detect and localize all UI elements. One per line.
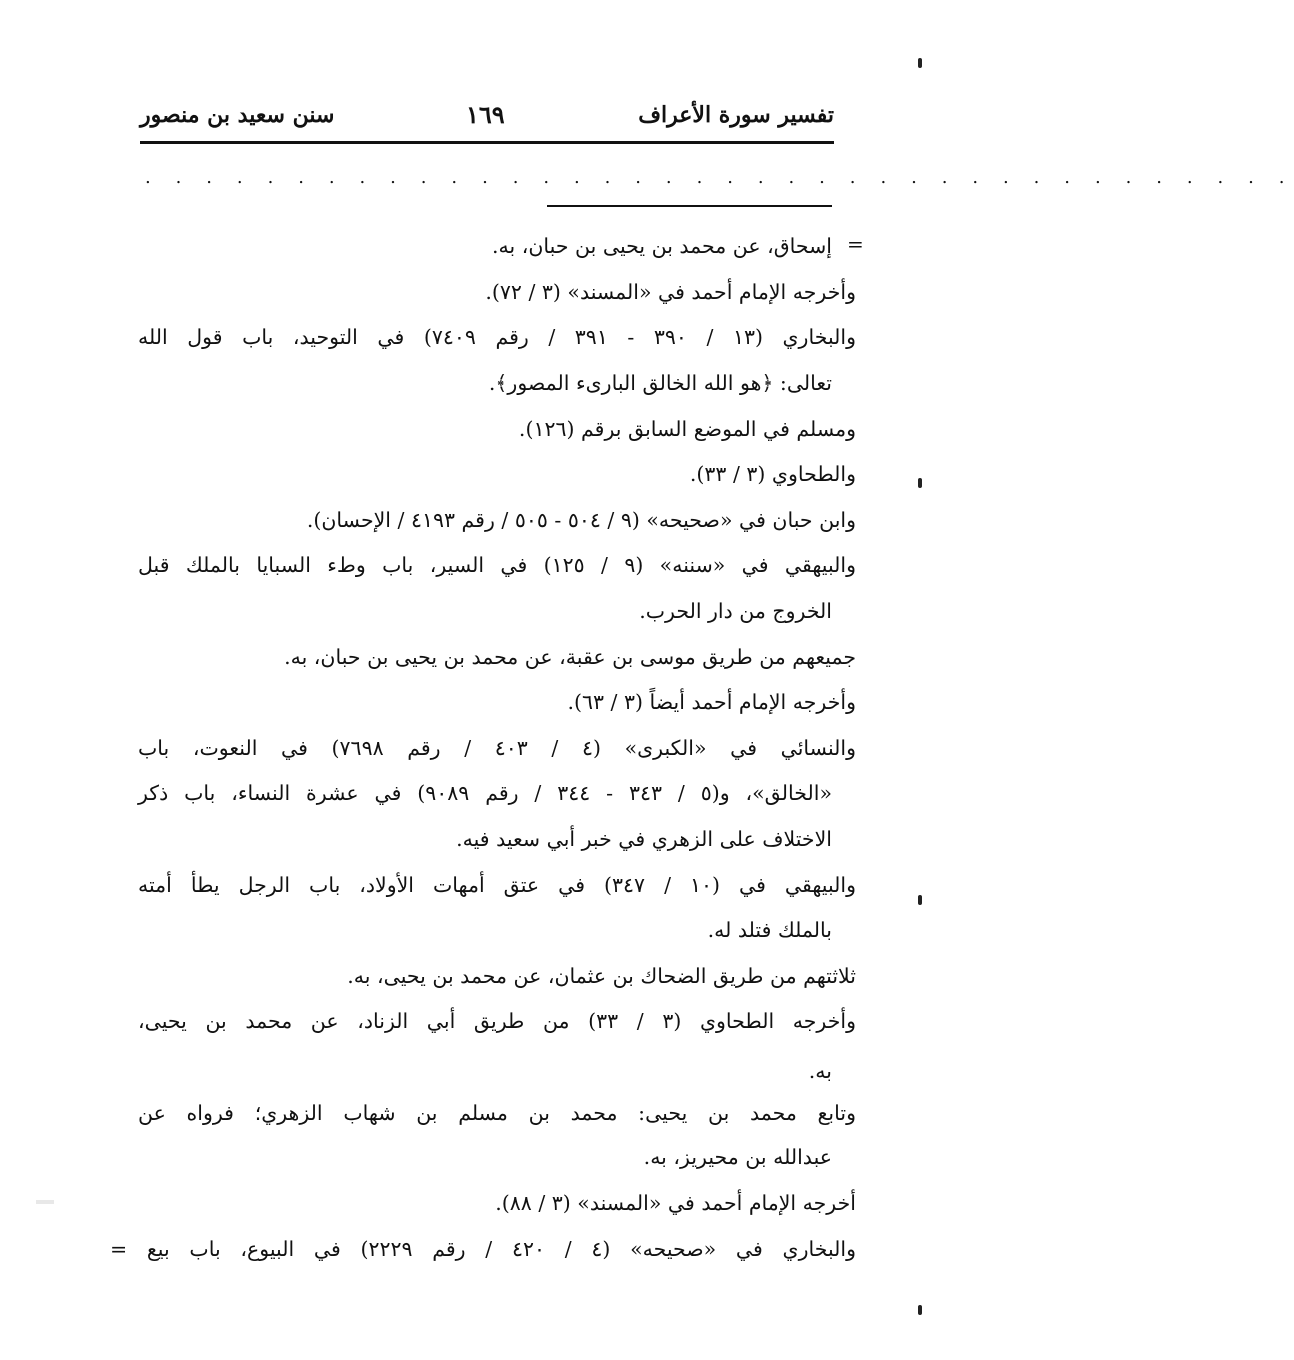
text-line: والبيهقي في «سننه» (٩ / ١٢٥) في السير، باب وطء السبايا بالملك قبل	[138, 553, 856, 577]
scan-speck	[36, 1200, 54, 1204]
text-line: «الخالق»، و(٥ / ٣٤٣ - ٣٤٤ / رقم ٩٠٨٩) في عشرة النساء، باب ذكر	[138, 781, 832, 805]
text-line: وابن حبان في «صحيحه» (٩ / ٥٠٤ - ٥٠٥ / رقم ٤١٩٣ / الإحسان).	[306, 508, 856, 532]
text-line: الخروج من دار الحرب.	[639, 599, 832, 623]
footnote-rule	[547, 205, 832, 207]
text-line: عبدالله بن محيريز، به.	[643, 1145, 832, 1169]
text-line: وأخرجه الإمام أحمد في «المسند» (٣ / ٧٢).	[485, 280, 856, 304]
text-line: الاختلاف على الزهري في خبر أبي سعيد فيه.	[456, 827, 832, 851]
text-line: تعالى: ﴿هو الله الخالق البارىء المصور﴾.	[488, 371, 832, 395]
text-line: والبخاري (١٣ / ٣٩٠ - ٣٩١ / رقم ٧٤٠٩) في التوحيد، باب قول الله	[138, 325, 856, 349]
text-line: إسحاق، عن محمد بن يحيى بن حبان، به.	[492, 234, 832, 258]
text-line: بالملك فتلد له.	[707, 918, 832, 942]
scan-mark	[918, 1305, 922, 1315]
running-header-book: سنن سعيد بن منصور	[140, 102, 335, 128]
text-line: جميعهم من طريق موسى بن عقبة، عن محمد بن يحيى بن حبان، به.	[284, 645, 856, 669]
running-header-chapter: تفسير سورة الأعراف	[638, 102, 834, 128]
text-line: ثلاثتهم من طريق الضحاك بن عثمان، عن محمد بن يحيى، به.	[347, 964, 856, 988]
text-line: والطحاوي (٣ / ٣٣).	[689, 462, 856, 486]
text-line: أخرجه الإمام أحمد في «المسند» (٣ / ٨٨).	[495, 1191, 856, 1215]
scan-mark	[918, 478, 922, 488]
scan-mark	[918, 895, 922, 905]
text-line: والبيهقي في (١٠ / ٣٤٧) في عتق أمهات الأولاد، باب الرجل يطأ أمته	[138, 873, 856, 897]
text-line: والبخاري في «صحيحه» (٤ / ٤٢٠ / رقم ٢٢٢٩) في البيوع، باب بيع =	[110, 1237, 856, 1261]
separator-dots: . . . . . . . . . . . . . . . . . . . . . . . . . . . . . . . . . . . . . .	[145, 167, 1294, 188]
scan-mark	[918, 58, 922, 68]
text-line: به.	[808, 1059, 832, 1083]
text-line: وتابع محمد بن يحيى: محمد بن مسلم بن شهاب الزهري؛ فرواه عن	[138, 1101, 856, 1125]
header-rule	[140, 141, 834, 144]
continuation-mark: =	[847, 232, 864, 256]
page-number: ١٦٩	[466, 100, 505, 129]
text-line: وأخرجه الإمام أحمد أيضاً (٣ / ٦٣).	[567, 690, 856, 714]
text-line: ومسلم في الموضع السابق برقم (١٢٦).	[518, 417, 856, 441]
text-line: وأخرجه الطحاوي (٣ / ٣٣) من طريق أبي الزناد، عن محمد بن يحيى،	[138, 1009, 856, 1033]
text-line: والنسائي في «الكبرى» (٤ / ٤٠٣ / رقم ٧٦٩٨) في النعوت، باب	[138, 736, 856, 760]
